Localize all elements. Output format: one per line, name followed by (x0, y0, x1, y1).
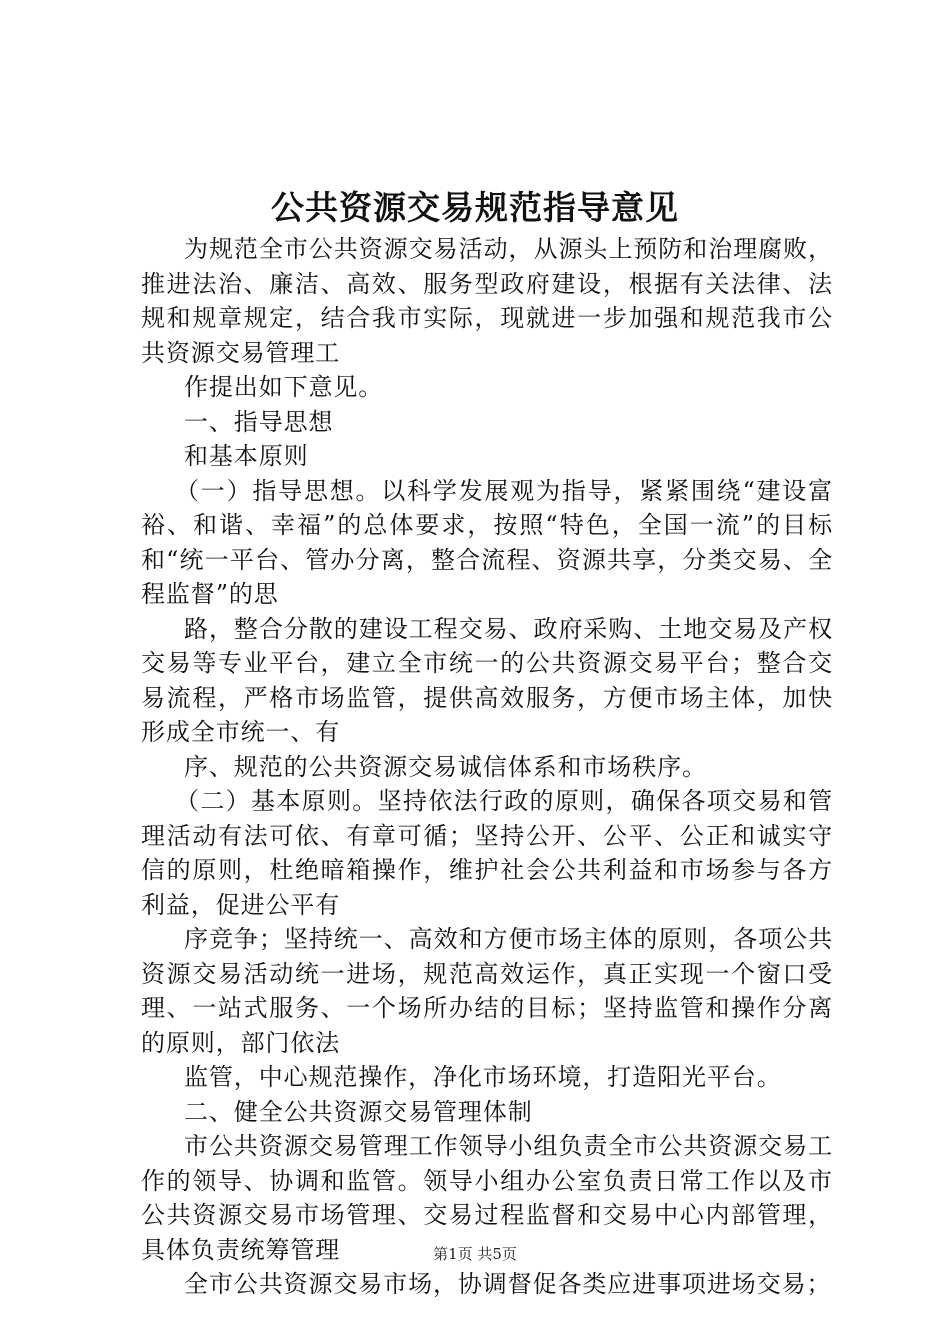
document-body (141, 232, 833, 1302)
paragraph-intro: 为规范全市公共资源交易活动，从源头上预防和治理腐败，推进法治、廉洁、高效、服务型政府建设，根据有关法律、法规和规章规定，结合我市实际，现就进一步加强和规范我市公共资源交易管理工 (141, 235, 833, 367)
paragraph-management-system: 市公共资源交易管理工作领导小组负责全市公共资源交易工作的领导、协调和监管。领导小组办公室负责日常工作以及市公共资源交易市场管理、交易过程监督和交易中心内部管理，具体负责统筹管理 (141, 1132, 833, 1264)
section-heading-1-continued: 和基本原则 (184, 442, 309, 470)
paragraph-guiding-thought: （一）指导思想。以科学发展观为指导，紧紧围绕“建设富裕、和谐、幸福”的总体要求，按照“特色，全国一流”的目标和“统一平台、管办分离，整合流程、资源共享，分类交易、全程监督”的思 (141, 476, 833, 608)
section-heading-2: 二、健全公共资源交易管理体制 (184, 1097, 533, 1126)
paragraph-intro-continued: 作提出如下意见。 (184, 373, 384, 401)
section-heading-1: 一、指导思想 (184, 407, 334, 436)
page-number-footer: 第1页 共5页 (433, 1245, 517, 1263)
paragraph-guiding-thought-continued: 路，整合分散的建设工程交易、政府采购、土地交易及产权交易等专业平台，建立全市统一的公共资源交易平台；整合交易流程，严格市场监管，提供高效服务，方便市场主体，加快形成全市统一、有 (141, 614, 833, 746)
document-title: 公共资源交易规范指导意见 (271, 188, 679, 227)
paragraph-basic-principles-end: 监管，中心规范操作，净化市场环境，打造阳光平台。 (184, 1063, 782, 1091)
paragraph-basic-principles-continued: 序竞争；坚持统一、高效和方便市场主体的原则，各项公共资源交易活动统一进场，规范高效运作，真正实现一个窗口受理、一站式服务、一个场所办结的目标；坚持监管和操作分离的原则，部门依法 (141, 925, 833, 1057)
paragraph-management-system-continued: 全市公共资源交易市场，协调督促各类应进事项进场交易； (184, 1270, 832, 1298)
paragraph-basic-principles: （二）基本原则。坚持依法行政的原则，确保各项交易和管理活动有法可依、有章可循；坚持公开、公平、公正和诚实守信的原则，杜绝暗箱操作，维护社会公共利益和市场参与各方利益，促进公平有 (141, 787, 833, 919)
paragraph-guiding-thought-end: 序、规范的公共资源交易诚信体系和市场秩序。 (184, 752, 707, 781)
